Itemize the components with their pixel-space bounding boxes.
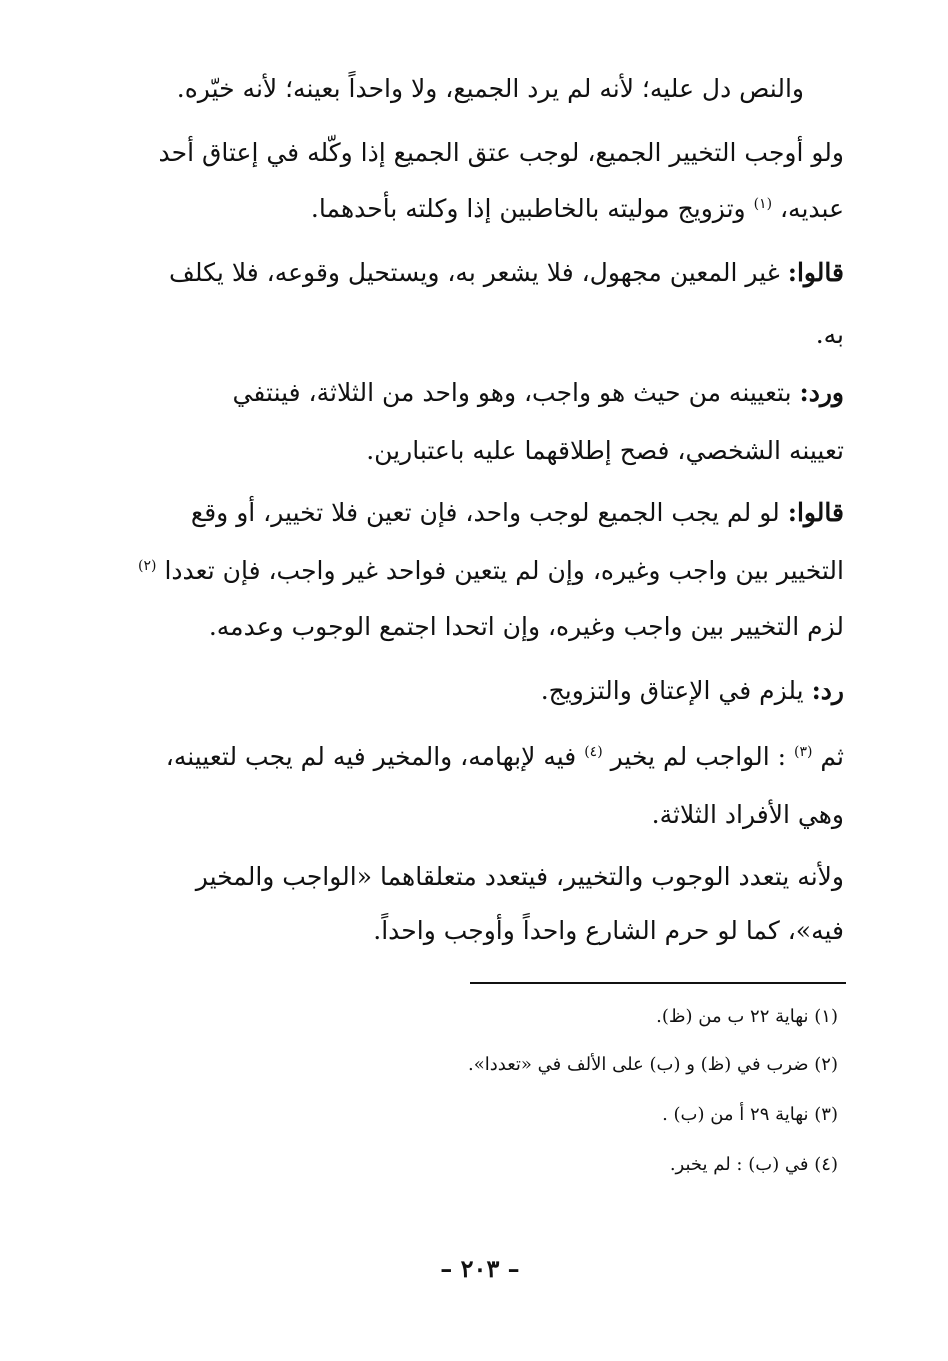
- text-line-7: تعيينه الشخصي، فصح إطلاقهما عليه باعتبارين.: [366, 436, 844, 465]
- paragraph-line-13: [104, 802, 844, 827]
- paragraph-line-5: [104, 322, 844, 347]
- page-number: – ٢٠٣ –: [440, 1254, 520, 1283]
- paragraph-line-3: [104, 196, 844, 221]
- text-line-2: ولو أوجب التخيير الجميع، لوجب عتق الجميع إذا وكّله في إعتاق أحد: [158, 138, 844, 167]
- text-line-3b: وتزويج موليته بالخاطبين إذا وكلته بأحدهما.: [310, 194, 746, 223]
- text-line-14: ولأنه يتعدد الوجوب والتخيير، فيتعدد متعلقاهما «الواجب والمخير: [195, 862, 844, 891]
- lead-word-qalu-2: قالوا:: [787, 498, 844, 527]
- paragraph-line-11: [104, 678, 844, 703]
- text-line-9: التخيير بين واجب وغيره، وإن لم يتعين فواحد غير واجب، فإن تعددا: [164, 556, 844, 585]
- paragraph-line-14: [104, 864, 844, 889]
- footnote-ref-3: (٣): [793, 744, 813, 760]
- text-line-1: والنص دل عليه؛ لأنه لم يرد الجميع، ولا واحداً بعينه؛ لأنه خيّره.: [176, 74, 804, 103]
- footnote-3: (٣) نهاية ٢٩ أ من (ب) .: [662, 1104, 838, 1125]
- paragraph-line-10: [104, 614, 844, 639]
- paragraph-line-9: [104, 558, 844, 583]
- text-line-13: وهي الأفراد الثلاثة.: [651, 800, 844, 829]
- text-line-15: فيه»، كما لو حرم الشارع واحداً وأوجب واحداً.: [373, 916, 844, 945]
- lead-word-rudda: رد:: [811, 676, 844, 705]
- paragraph-line-6: [104, 380, 844, 405]
- footnote-2: (٢) ضرب في (ظ) و (ب) على الألف في «تعددا».: [468, 1054, 838, 1075]
- text-line-5: به.: [815, 320, 844, 349]
- lead-word-warad: ورد:: [799, 378, 844, 407]
- text-line-3a: عبديه،: [779, 194, 844, 223]
- paragraph-line-7: [104, 438, 844, 463]
- paragraph-line-1: [177, 76, 804, 101]
- text-line-12c: فيه لإبهامه، والمخير فيه لم يجب لتعيينه،: [165, 742, 577, 771]
- paragraph-line-15: [104, 918, 844, 943]
- text-line-8: لو لم يجب الجميع لوجب واحد، فإن تعين فلا تخيير، أو وقع: [190, 498, 780, 527]
- footnote-ref-2: (٢): [138, 558, 157, 574]
- paragraph-line-4: [104, 260, 844, 285]
- paragraph-line-12: [104, 744, 844, 769]
- footnote-ref-4: (٤): [584, 744, 603, 760]
- text-line-4: غير المعين مجهول، فلا يشعر به، ويستحيل وقوعه، فلا يكلف: [168, 258, 780, 287]
- footnote-4: (٤) في (ب) : لم يخبر.: [669, 1154, 838, 1175]
- footnote-1: (١) نهاية ٢٢ ب من (ظ).: [656, 1006, 838, 1027]
- footnote-separator: [470, 982, 846, 984]
- text-line-6: بتعيينه من حيث هو واجب، وهو واحد من الثلاثة، فينتفي: [232, 378, 792, 407]
- footnote-ref-1: (١): [753, 196, 773, 212]
- text-line-12b: : الواجب لم يخير: [610, 742, 787, 771]
- paragraph-line-8: [104, 500, 844, 525]
- text-line-10: لزم التخيير بين واجب وغيره، وإن اتحدا اجتمع الوجوب وعدمه.: [208, 612, 844, 641]
- lead-word-qalu-1: قالوا:: [787, 258, 844, 287]
- paragraph-line-2: [104, 140, 844, 165]
- text-line-12a: ثم: [820, 742, 844, 771]
- text-line-11: يلزم في الإعتاق والتزويج.: [540, 676, 804, 705]
